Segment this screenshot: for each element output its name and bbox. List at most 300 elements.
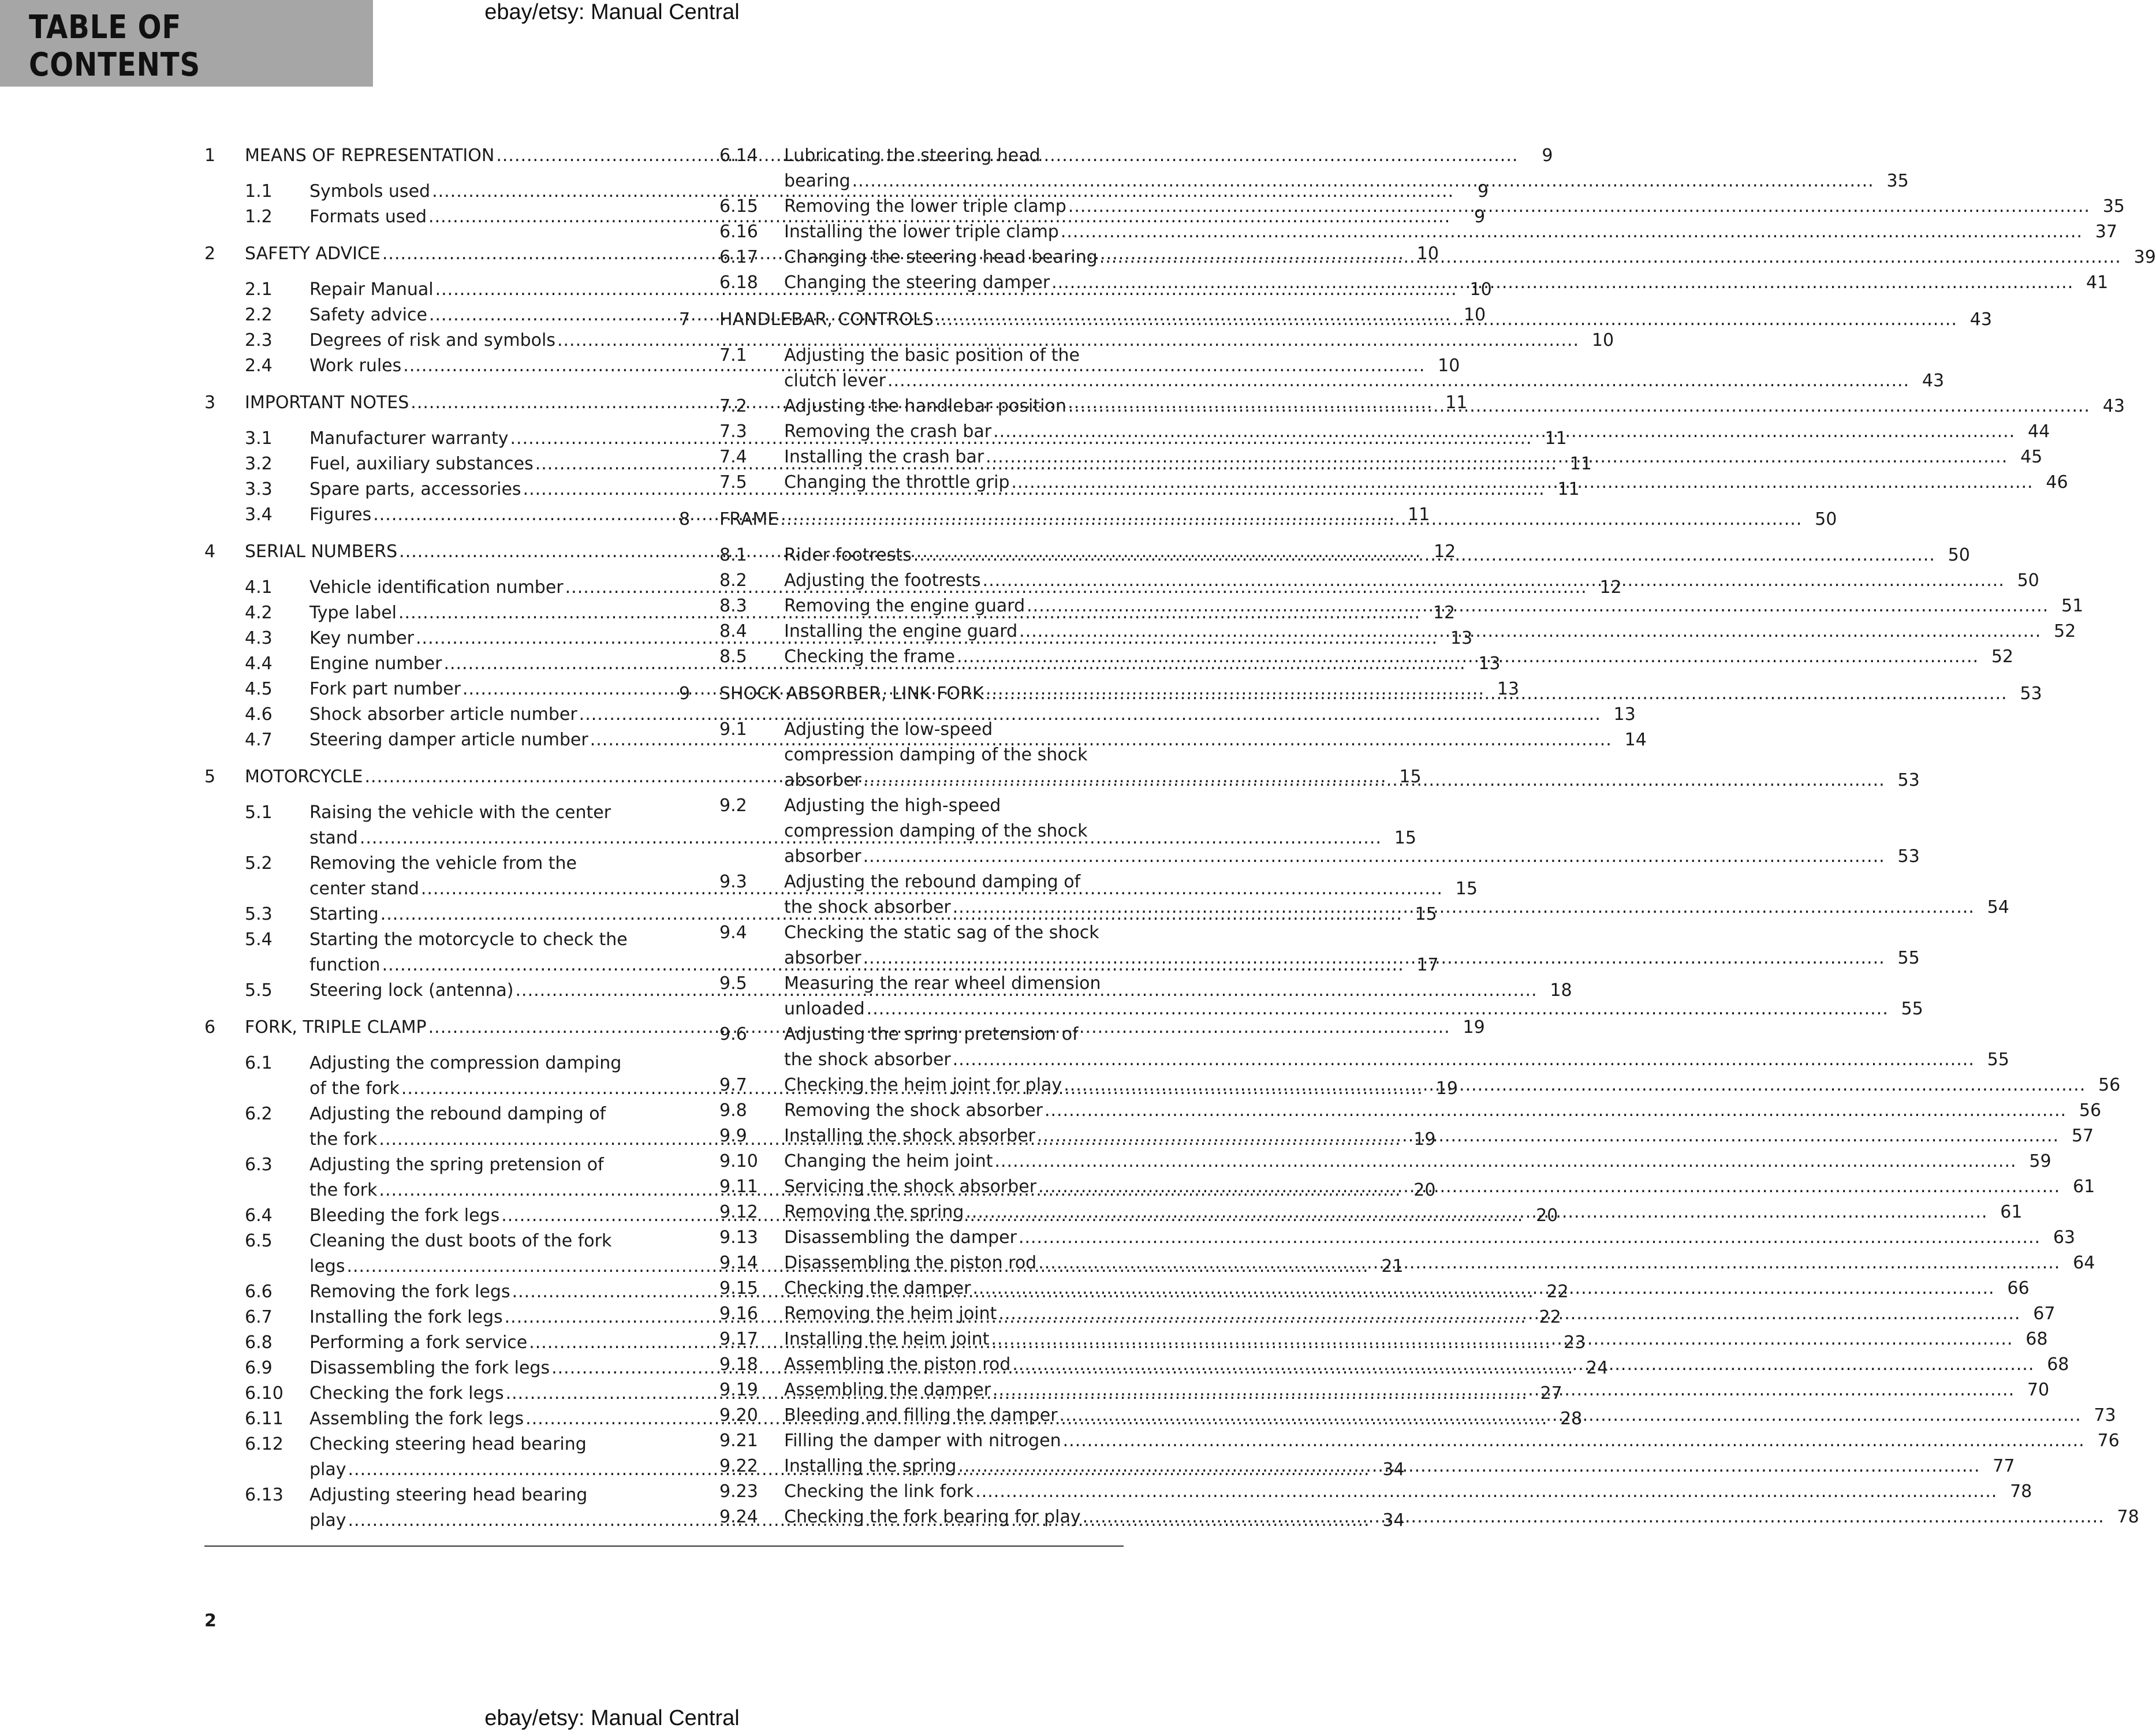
- toc-title: Changing the throttle grip: [784, 472, 1010, 492]
- toc-number: 6.4: [245, 1205, 273, 1226]
- toc-title: Installing the heim joint: [784, 1329, 990, 1349]
- toc-number: 6: [204, 1017, 216, 1037]
- toc-number: 8.3: [719, 596, 747, 616]
- toc-number: 6.17: [719, 247, 758, 267]
- toc-number: 9.9: [719, 1126, 747, 1146]
- toc-title: Removing the crash bar: [784, 421, 992, 442]
- dot-leader: [1038, 1174, 2060, 1200]
- toc-number: 9.6: [719, 1024, 747, 1044]
- toc-title: Starting: [309, 904, 379, 924]
- toc-page-number: 78: [2010, 1481, 2032, 1502]
- toc-page-number: 53: [1897, 846, 1920, 867]
- toc-entry[interactable]: [679, 219, 2117, 245]
- toc-number: 6.13: [245, 1485, 284, 1505]
- toc-title: Installing the shock absorber: [784, 1126, 1035, 1146]
- toc-number: 9.17: [719, 1329, 758, 1349]
- dot-leader: [991, 1327, 2013, 1352]
- dot-leader: [863, 768, 1885, 793]
- toc-number: 4: [204, 542, 216, 562]
- toc-title: the shock absorber: [784, 1050, 951, 1070]
- dot-leader: [1064, 1073, 2086, 1098]
- toc-page-number: 10: [1463, 305, 1486, 325]
- toc-title: stand: [309, 828, 358, 848]
- toc-title: Adjusting the spring pretension of: [309, 1155, 604, 1175]
- toc-page-number: 18: [1550, 980, 1572, 1001]
- toc-number: 9.14: [719, 1253, 758, 1273]
- toc-page-number: 12: [1599, 577, 1622, 598]
- toc-page-number: 9: [1474, 207, 1486, 227]
- toc-title: Work rules: [309, 356, 402, 376]
- toc-number: 1.1: [245, 181, 273, 201]
- dot-leader: [1083, 1505, 2105, 1530]
- dot-leader: [994, 1149, 2016, 1174]
- toc-title: Removing the shock absorber: [784, 1100, 1043, 1121]
- toc-number: 9: [679, 684, 691, 704]
- toc-entry[interactable]: [204, 702, 1636, 727]
- toc-number: 9.20: [719, 1405, 758, 1425]
- toc-title: Changing the steering damper: [784, 273, 1050, 293]
- watermark-top: ebay/etsy: Manual Central: [484, 0, 740, 24]
- toc-page-number: 34: [1382, 1459, 1405, 1480]
- toc-page-number: 37: [2095, 222, 2117, 242]
- toc-title: SAFETY ADVICE: [245, 244, 381, 264]
- toc-page-number: 35: [1886, 171, 1909, 191]
- toc-page-number: 11: [1445, 393, 1468, 413]
- dot-leader: [953, 895, 1975, 920]
- toc-entry[interactable]: [679, 1149, 2051, 1174]
- toc-title: SERIAL NUMBERS: [245, 542, 398, 562]
- toc-title: Disassembling the piston rod: [784, 1253, 1037, 1273]
- dot-leader: [935, 307, 1957, 333]
- toc-number: 6.14: [719, 145, 758, 166]
- toc-title: Checking the link fork: [784, 1481, 974, 1502]
- toc-number: 6.10: [245, 1383, 284, 1403]
- toc-page-number: 24: [1586, 1358, 1609, 1378]
- dot-leader: [998, 1301, 2020, 1327]
- toc-number: 8.5: [719, 647, 747, 667]
- toc-page-number: 19: [1463, 1017, 1485, 1037]
- dot-leader: [965, 1200, 1987, 1225]
- toc-number: 6.7: [245, 1307, 273, 1327]
- toc-page-number: 73: [2094, 1405, 2116, 1425]
- dot-leader: [953, 1047, 1975, 1073]
- toc-page-number: 53: [1897, 770, 1920, 790]
- dot-leader: [993, 1378, 2015, 1403]
- toc-title: Assembling the damper: [784, 1380, 991, 1400]
- toc-title: center stand: [309, 879, 419, 899]
- toc-page-number: 66: [2007, 1278, 2030, 1298]
- toc-title: Type label: [309, 603, 397, 623]
- toc-page-number: 76: [2097, 1431, 2120, 1451]
- toc-page-number: 10: [1416, 244, 1439, 264]
- toc-number: 8.1: [719, 545, 747, 565]
- toc-number: 4.3: [245, 628, 273, 648]
- toc-number: 8: [679, 509, 691, 529]
- toc-title: Adjusting the low-speed: [784, 719, 993, 740]
- toc-title: FORK, TRIPLE CLAMP: [245, 1017, 427, 1037]
- dot-leader: [887, 368, 1909, 394]
- toc-page-number: 52: [2054, 621, 2076, 641]
- toc-page-number: 61: [2073, 1177, 2095, 1197]
- toc-number: 2.4: [245, 356, 273, 376]
- dot-leader: [986, 681, 2008, 707]
- toc-page-number: 54: [1987, 897, 2009, 917]
- dot-leader: [863, 844, 1885, 869]
- dot-leader: [1060, 1403, 2082, 1428]
- toc-title: Checking the heim joint for play: [784, 1075, 1062, 1095]
- toc-title: unloaded: [784, 999, 865, 1019]
- toc-page-number: 61: [2000, 1202, 2023, 1222]
- toc-title: Servicing the shock absorber: [784, 1177, 1037, 1197]
- toc-number: 4.1: [245, 577, 273, 598]
- toc-page-number: 28: [1560, 1409, 1583, 1429]
- toc-title: Performing a fork service: [309, 1332, 528, 1353]
- toc-page-number: 53: [2020, 684, 2042, 704]
- toc-number: 9.10: [719, 1151, 758, 1171]
- toc-title: compression damping of the shock: [784, 745, 1088, 765]
- toc-page-number: 43: [1970, 309, 1992, 330]
- toc-page-number: 68: [2026, 1329, 2048, 1349]
- toc-page-number: 9: [1542, 145, 1553, 166]
- toc-title: Disassembling the damper: [784, 1227, 1017, 1248]
- toc-number: 6.8: [245, 1332, 273, 1353]
- toc-page-number: 78: [2117, 1507, 2139, 1527]
- toc-page-number: 11: [1545, 428, 1567, 449]
- toc-number: 7.3: [719, 421, 747, 442]
- toc-number: 7.1: [719, 345, 747, 365]
- toc-number: 9.23: [719, 1481, 758, 1502]
- toc-number: 9.19: [719, 1380, 758, 1400]
- toc-title: Checking the damper: [784, 1278, 971, 1298]
- toc-title: Formats used: [309, 207, 427, 227]
- toc-entry[interactable]: [204, 328, 1614, 353]
- toc-page-number: 52: [1991, 647, 2014, 667]
- toc-title: Spare parts, accessories: [309, 479, 521, 499]
- toc-entry[interactable]: [679, 1098, 2102, 1123]
- toc-page-number: 15: [1399, 767, 1422, 787]
- toc-title: Bleeding and filling the damper: [784, 1405, 1058, 1425]
- toc-number: 7: [679, 309, 691, 330]
- toc-page-number: 27: [1540, 1383, 1562, 1403]
- toc-page-number: 35: [2102, 196, 2125, 216]
- toc-number: 5.2: [245, 853, 273, 874]
- toc-title: the fork: [309, 1180, 378, 1200]
- toc-title: IMPORTANT NOTES: [245, 393, 409, 413]
- toc-number: 4.4: [245, 654, 273, 674]
- toc-page-number: 70: [2027, 1380, 2050, 1400]
- dot-leader: [1063, 1428, 2085, 1454]
- toc-number: 7.5: [719, 472, 747, 492]
- dot-leader: [1099, 245, 2121, 270]
- toc-page-number: 51: [2061, 596, 2084, 616]
- toc-title: Bleeding the fork legs: [309, 1205, 500, 1226]
- dot-leader: [986, 445, 2008, 470]
- dot-leader: [958, 1454, 1980, 1479]
- toc-title: Removing the spring: [784, 1202, 964, 1222]
- toc-page-number: 15: [1455, 879, 1478, 899]
- toc-page-number: 15: [1394, 828, 1416, 848]
- dot-leader: [780, 507, 1802, 532]
- toc-title: Checking the fork bearing for play: [784, 1507, 1081, 1527]
- toc-title: the fork: [309, 1129, 378, 1149]
- dot-leader: [1045, 1098, 2067, 1123]
- dot-leader: [1061, 219, 2083, 245]
- toc-entry[interactable]: [679, 194, 2125, 219]
- dot-leader: [1012, 470, 2034, 495]
- toc-number: 3: [204, 393, 216, 413]
- toc-number: 6.9: [245, 1358, 273, 1378]
- toc-number: 9.13: [719, 1227, 758, 1248]
- dot-leader: [1027, 593, 2049, 619]
- toc-title: Starting the motorcycle to check the: [309, 930, 628, 950]
- dot-leader: [993, 419, 2015, 445]
- toc-page-number: 44: [2028, 421, 2050, 442]
- toc-title: Shock absorber article number: [309, 704, 577, 725]
- dot-leader: [1068, 194, 2090, 219]
- toc-number: 9.15: [719, 1278, 758, 1298]
- toc-page-number: 10: [1469, 279, 1492, 300]
- toc-number: 5.4: [245, 930, 273, 950]
- toc-number: 9.7: [719, 1075, 747, 1095]
- toc-title: absorber: [784, 948, 861, 968]
- toc-title: Adjusting the compression damping: [309, 1053, 622, 1073]
- toc-title: Lubricating the steering head: [784, 145, 1040, 166]
- toc-number: 6.11: [245, 1409, 284, 1429]
- toc-page-number: 14: [1624, 730, 1647, 750]
- toc-number: 3.2: [245, 454, 273, 474]
- toc-page-number: 77: [1993, 1456, 2015, 1476]
- toc-number: 8.4: [719, 621, 747, 641]
- toc-page-number: 55: [1897, 948, 1920, 968]
- toc-number: 3.3: [245, 479, 273, 499]
- toc-page-number: 20: [1536, 1205, 1558, 1226]
- toc-title: HANDLEBAR, CONTROLS: [719, 309, 934, 330]
- toc-page-number: 13: [1497, 679, 1520, 699]
- toc-title: Removing the engine guard: [784, 596, 1025, 616]
- toc-number: 9.4: [719, 923, 747, 943]
- toc-page-number: 21: [1381, 1256, 1404, 1276]
- toc-title: Engine number: [309, 654, 442, 674]
- dot-leader: [1068, 394, 2090, 419]
- toc-page-number: 34: [1382, 1510, 1405, 1531]
- toc-page-number: 43: [2102, 396, 2125, 416]
- toc-number: 2: [204, 244, 216, 264]
- page-number: 2: [204, 1611, 217, 1631]
- dot-leader: [1051, 270, 2073, 296]
- dot-leader: [913, 543, 1935, 568]
- toc-title: Manufacturer warranty: [309, 428, 509, 449]
- toc-number: 5.1: [245, 802, 273, 823]
- toc-number: 6.2: [245, 1104, 273, 1124]
- toc-page-number: 57: [2071, 1126, 2094, 1146]
- toc-title: Adjusting the basic position of the: [784, 345, 1080, 365]
- toc-title: Steering damper article number: [309, 730, 588, 750]
- toc-title: Checking the frame: [784, 647, 955, 667]
- toc-title: Installing the engine guard: [784, 621, 1018, 641]
- toc-title: play: [309, 1510, 346, 1531]
- toc-title: Key number: [309, 628, 415, 648]
- toc-title: Removing the lower triple clamp: [784, 196, 1066, 216]
- toc-page-number: 13: [1478, 654, 1501, 674]
- toc-page-number: 11: [1557, 479, 1580, 499]
- toc-title: Removing the heim joint: [784, 1304, 997, 1324]
- toc-page-number: 68: [2047, 1354, 2069, 1375]
- toc-page-number: 10: [1438, 356, 1460, 376]
- toc-number: 1: [204, 145, 216, 166]
- toc-title: the shock absorber: [784, 897, 951, 917]
- toc-title: absorber: [784, 770, 861, 790]
- dot-leader: [1038, 1251, 2060, 1276]
- toc-number: 9.11: [719, 1177, 758, 1197]
- toc-title: Vehicle identification number: [309, 577, 564, 598]
- toc-title: Installing the crash bar: [784, 447, 984, 467]
- toc-title: MEANS OF REPRESENTATION: [245, 145, 495, 166]
- toc-title: Changing the heim joint: [784, 1151, 993, 1171]
- toc-number: 5: [204, 767, 216, 787]
- dot-leader: [1037, 1123, 2059, 1149]
- dot-leader: [1019, 1225, 2041, 1251]
- toc-title: Symbols used: [309, 181, 431, 201]
- toc-page-number: 23: [1564, 1332, 1586, 1353]
- toc-title: Raising the vehicle with the center: [309, 802, 611, 823]
- toc-number: 6.16: [719, 222, 758, 242]
- toc-title: Fuel, auxiliary substances: [309, 454, 534, 474]
- toc-page-number: 59: [2029, 1151, 2051, 1171]
- toc-title: Assembling the piston rod: [784, 1354, 1011, 1375]
- toc-page-number: 55: [1901, 999, 1923, 1019]
- toc-number: 5.5: [245, 980, 273, 1001]
- toc-page-number: 46: [2046, 472, 2068, 492]
- dot-leader: [957, 644, 1979, 670]
- toc-title: Installing the fork legs: [309, 1307, 503, 1327]
- toc-page-number: 45: [2020, 447, 2043, 467]
- toc-title: Steering lock (antenna): [309, 980, 514, 1001]
- toc-number: 6.15: [719, 196, 758, 216]
- toc-number: 2.2: [245, 305, 273, 325]
- toc-page-number: 12: [1433, 603, 1456, 623]
- toc-title: absorber: [784, 846, 861, 867]
- dot-leader: [1012, 1352, 2034, 1378]
- toc-number: 9.2: [719, 796, 747, 816]
- toc-number: 6.5: [245, 1231, 273, 1251]
- toc-title: Fork part number: [309, 679, 461, 699]
- toc-title: Cleaning the dust boots of the fork: [309, 1231, 612, 1251]
- toc-number: 6.12: [245, 1434, 284, 1454]
- toc-number: 6.6: [245, 1282, 273, 1302]
- toc-title: bearing: [784, 171, 851, 191]
- toc-title: clutch lever: [784, 371, 886, 391]
- toc-number: 9.16: [719, 1304, 758, 1324]
- toc-number: 4.2: [245, 603, 273, 623]
- toc-number: 9.12: [719, 1202, 758, 1222]
- toc-number: 9.1: [719, 719, 747, 740]
- toc-number: 3.1: [245, 428, 273, 449]
- toc-number: 9.18: [719, 1354, 758, 1375]
- toc-number: 1.2: [245, 207, 273, 227]
- toc-title: Checking the static sag of the shock: [784, 923, 1099, 943]
- toc-title: Measuring the rear wheel dimension: [784, 973, 1101, 994]
- dot-leader: [1019, 619, 2041, 644]
- toc-title: Figures: [309, 505, 372, 525]
- toc-number: 9.8: [719, 1100, 747, 1121]
- toc-number: 9.22: [719, 1456, 758, 1476]
- toc-number: 6.1: [245, 1053, 273, 1073]
- toc-entry[interactable]: [679, 1479, 2032, 1505]
- dot-leader: [863, 946, 1885, 971]
- dot-leader: [852, 169, 1874, 194]
- toc-title: Adjusting the rebound damping of: [309, 1104, 606, 1124]
- toc-title: Removing the vehicle from the: [309, 853, 577, 874]
- toc-page-number: 50: [1815, 509, 1837, 529]
- toc-page-number: 22: [1539, 1307, 1561, 1327]
- toc-page-number: 41: [2086, 273, 2109, 293]
- page-title: TABLE OF CONTENTS: [29, 9, 201, 84]
- toc-title: Adjusting the high-speed: [784, 796, 1001, 816]
- toc-entry[interactable]: [679, 1428, 2120, 1454]
- watermark-bottom: ebay/etsy: Manual Central: [484, 1706, 740, 1730]
- toc-page-number: 50: [1948, 545, 1970, 565]
- toc-page-number: 15: [1415, 904, 1437, 924]
- toc-entry[interactable]: [679, 143, 1909, 194]
- dot-leader: [972, 1276, 1994, 1301]
- toc-title: Adjusting the spring pretension of: [784, 1024, 1079, 1044]
- toc-title: Repair Manual: [309, 279, 434, 300]
- toc-title: Safety advice: [309, 305, 427, 325]
- toc-number: 3.4: [245, 505, 273, 525]
- toc-page-number: 11: [1569, 454, 1592, 474]
- toc-page-number: 13: [1450, 628, 1473, 648]
- toc-page-number: 13: [1613, 704, 1636, 725]
- toc-page-number: 56: [2098, 1075, 2121, 1095]
- toc-title: legs: [309, 1256, 345, 1276]
- toc-title: compression damping of the shock: [784, 821, 1088, 841]
- toc-title: Disassembling the fork legs: [309, 1358, 550, 1378]
- toc-page-number: 19: [1435, 1078, 1458, 1099]
- toc-page-number: 64: [2073, 1253, 2095, 1273]
- toc-number: 9.21: [719, 1431, 758, 1451]
- toc-page-number: 9: [1478, 181, 1489, 201]
- toc-page-number: 55: [1987, 1050, 2009, 1070]
- toc-title: SHOCK ABSORBER, LINK FORK: [719, 684, 984, 704]
- toc-title: Degrees of risk and symbols: [309, 330, 555, 350]
- toc-title: Rider footrests: [784, 545, 912, 565]
- dot-leader: [975, 1479, 1997, 1505]
- toc-page-number: 20: [1413, 1180, 1436, 1200]
- toc-page-number: 19: [1413, 1129, 1436, 1149]
- toc-title: Changing the steering head bearing: [784, 247, 1098, 267]
- toc-entry[interactable]: [679, 1225, 2076, 1251]
- toc-page-number: 56: [2079, 1100, 2102, 1121]
- toc-title: of the fork: [309, 1078, 400, 1099]
- toc-title: Adjusting the handlebar position: [784, 396, 1066, 416]
- toc-title: Installing the lower triple clamp: [784, 222, 1059, 242]
- toc-number: 4.6: [245, 704, 273, 725]
- toc-title: Adjusting the footrests: [784, 570, 981, 591]
- toc-title: Removing the fork legs: [309, 1282, 510, 1302]
- toc-title: Installing the spring: [784, 1456, 957, 1476]
- toc-page-number: 39: [2133, 247, 2156, 267]
- toc-number: 9.3: [719, 872, 747, 892]
- toc-number: 7.2: [719, 396, 747, 416]
- toc-number: 4.7: [245, 730, 273, 750]
- toc-title: MOTORCYCLE: [245, 767, 363, 787]
- toc-number: 9.24: [719, 1507, 758, 1527]
- toc-page-number: 50: [2017, 570, 2039, 591]
- toc-title: Checking the fork legs: [309, 1383, 504, 1403]
- toc-number: 2.3: [245, 330, 273, 350]
- toc-page-number: 67: [2033, 1304, 2056, 1324]
- toc-number: 6.18: [719, 273, 758, 293]
